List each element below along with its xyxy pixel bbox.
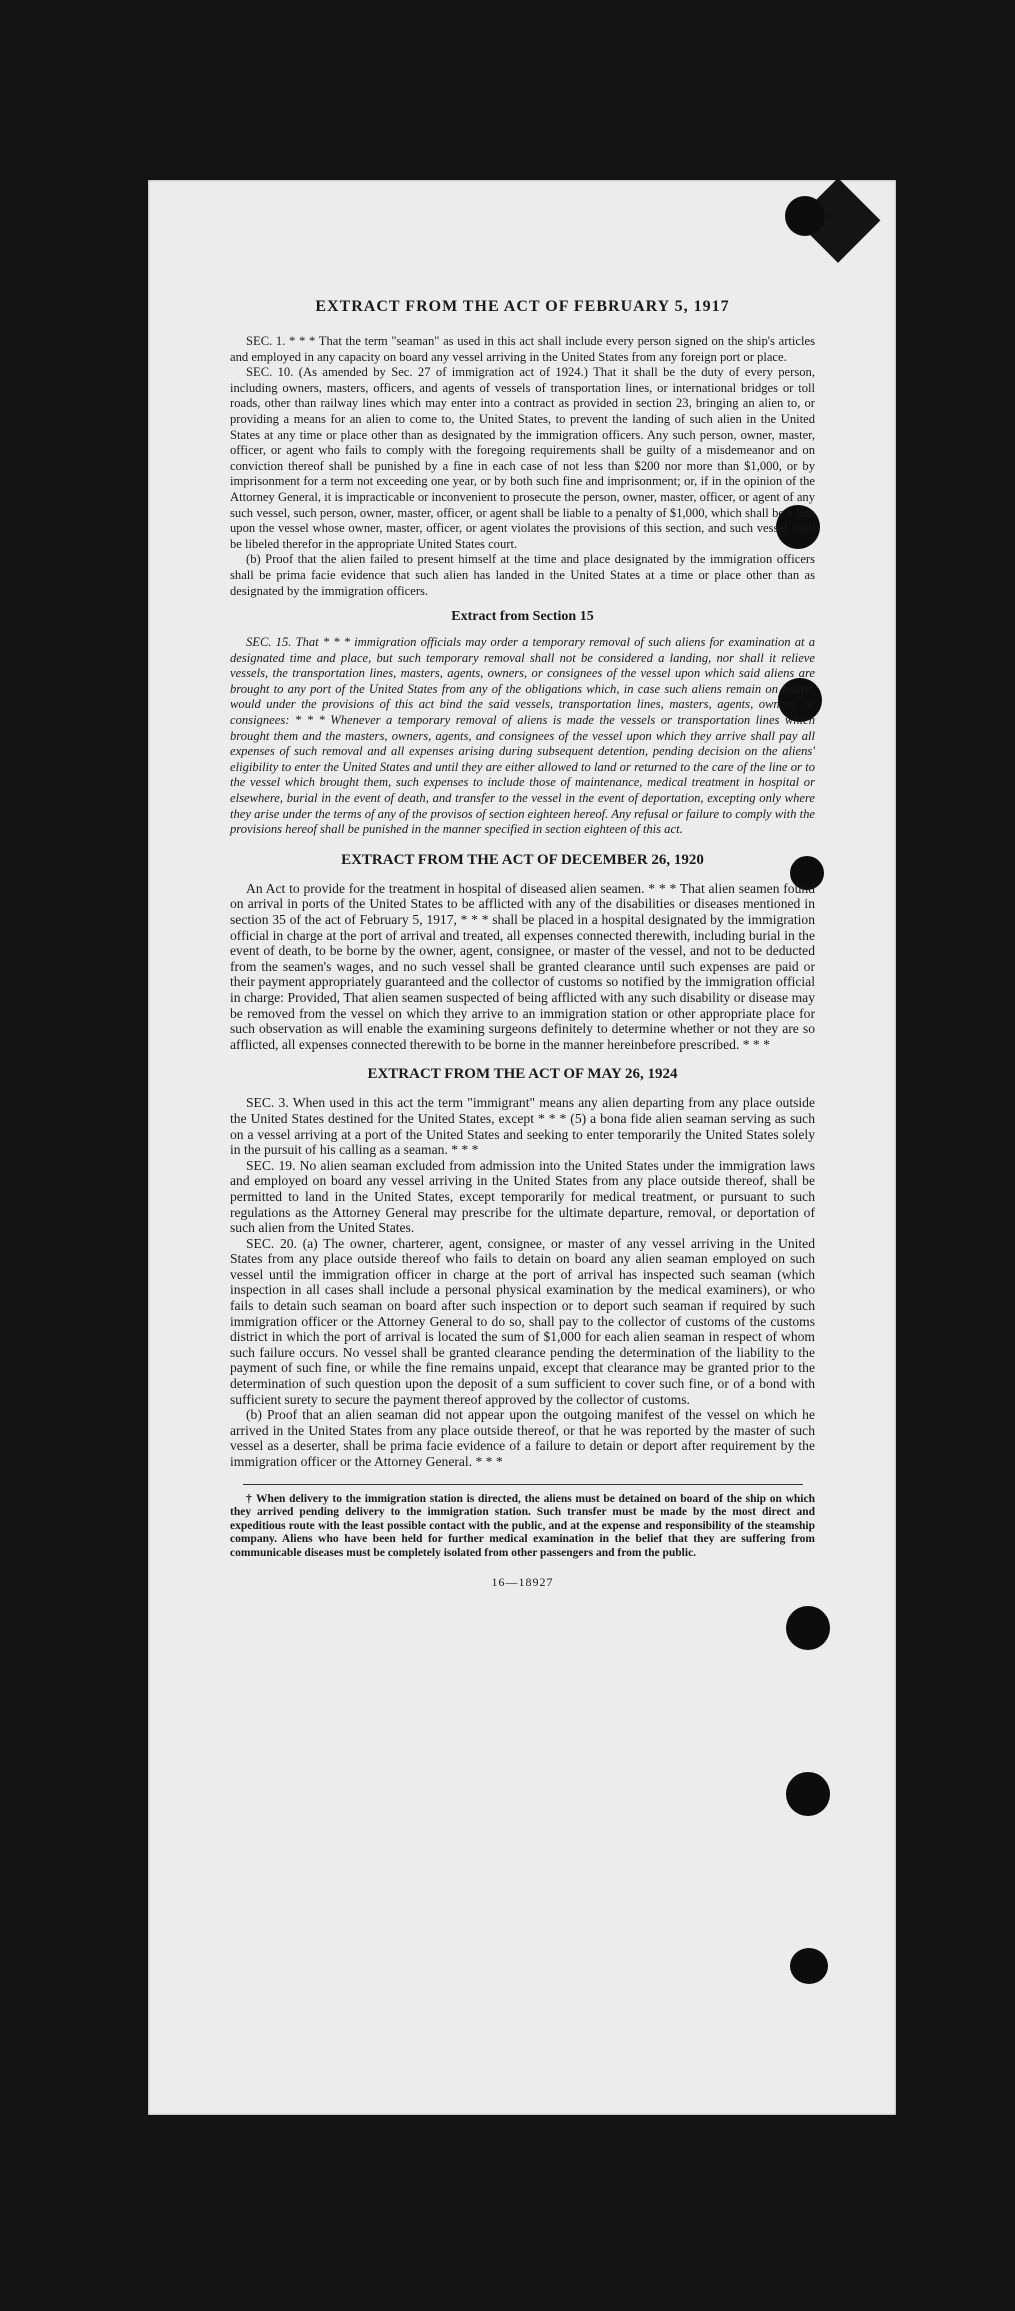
paragraph-sec-1: SEC. 1. * * * That the term "seaman" as used in this act shall include every person signed on the ship's articles and employed in any capacity on board any vessel arriving in the United States from any foreign port or place.: [230, 334, 815, 364]
section-15-heading: Extract from Section 15: [451, 609, 594, 625]
punch-hole: [785, 196, 825, 236]
heading-1920: EXTRACT FROM THE ACT OF DECEMBER 26, 1920: [341, 851, 704, 868]
footnote-divider: [243, 1484, 803, 1485]
punch-hole: [790, 1948, 828, 1984]
paragraph-sec-20b: (b) Proof that an alien seaman did not appear upon the outgoing manifest of the vessel on which he arrived in the United States from any place outside thereof, or that he was reported by the master of such vessel as a deserter, shall be prima facie evidence of a failure to detain or deport after requirement by the immigration officer or the Attorney General. * * *: [230, 1407, 815, 1469]
punch-hole: [786, 1606, 830, 1650]
paragraph-sec-3: SEC. 3. When used in this act the term "immigrant" means any alien departing from any place outside the United States destined for the United States, except * * * (5) a bona fide alien seaman serving as such on a vessel arriving at a port of the United States and seeking to enter temporarily the United States solely in the pursuit of his calling as a seaman. * * *: [230, 1095, 815, 1158]
document-content: [230, 298, 815, 1590]
footnote: † When delivery to the immigration station is directed, the aliens must be detained on board of the ship on which they arrived pending delivery to the immigration station. Such transfer must be made by the most direct and expeditious route with the least possible contact with the public, and at the expense and responsibility of the steamship company. Aliens who have been held for further medical examination in the belief that they are suffering from communicable diseases must be completely isolated from other passengers and from the public.: [230, 1492, 815, 1559]
paragraph-sec-10: SEC. 10. (As amended by Sec. 27 of immigration act of 1924.) That it shall be the duty of every person, including owners, masters, officers, and agents of vessels of transportation lines, or international bridges or toll roads, other than railway lines which may enter into a contract as provided in section 23, bringing an alien to, or providing a means for an alien to come to, the United States, to prevent the landing of such alien in the United States at any time or place other than as designated by the immigration officers. Any such person, owner, master, officer, or agent who fails to comply with the foregoing requirements shall be guilty of a misdemeanor and on conviction thereof shall be punished by a fine in each case of not less than $200 nor more than $1,000, or by imprisonment for a term not exceeding one year, or by both such fine and imprisonment; or, if in the opinion of the Attorney General, it is impracticable or inconvenient to prosecute the person, owner, master, officer, or agent of any such vessel, such person, owner, master, officer, or agent shall be liable to a penalty of $1,000, which shall be a lien upon the vessel whose owner, master, officer, or agent violates the provisions of this section, and such vessel shall be libeled therefor in the appropriate United States court.: [230, 365, 815, 551]
paragraph-sec-15: SEC. 15. That * * * immigration officials may order a temporary removal of such aliens for examination at a designated time and place, but such temporary removal shall not be considered a landing, nor shall it relieve vessels, the transportation lines, masters, agents, owners, or consignees of the vessel upon which said aliens are brought to any port of the United States from any of the obligations which, in case such aliens remain on board, would under the provisions of this act bind the said vessels, transportation lines, masters, agents, owners, or consignees: * * * Whenever a temporary removal of aliens is made the vessels or transportation lines which brought them and the masters, owners, agents, and consignees of the vessel upon which they arrive shall pay all expenses of such removal and all expenses arising during subsequent detention, pending decision on the aliens' eligibility to enter the United States and until they are either allowed to land or returned to the care of the line or to the vessel which brought them, such expenses to include those of maintenance, medical treatment in hospital or elsewhere, burial in the event of death, and transfer to the vessel in the event of deportation, excepting only where they arise under the terms of any of the provisos of section eighteen hereof. Any refusal or failure to comply with the provisions hereof shall be punished in the manner specified in section eighteen of this act.: [230, 635, 815, 837]
paragraph-act-1920: An Act to provide for the treatment in hospital of diseased alien seamen. * * * That alien seamen found on arrival in ports of the United States to be afflicted with any of the disabilities or diseases mentioned in section 35 of the act of February 5, 1917, * * * shall be placed in a hospital designated by the immigration official in charge at the port of arrival and treated, all expenses connected therewith, including burial in the event of death, to be borne by the owner, agent, consignee, or master of the vessel, and not to be deducted from the seamen's wages, and no such vessel shall be granted clearance until such expenses are paid or their payment appropriately guaranteed and the collector of customs so notified by the immigration official in charge: Provided, That alien seamen suspected of being afflicted with any such disability or disease may be removed from the vessel on which they arrive to an immigration station or other appropriate place for such observation as will enable the examining surgeons definitely to determine whether or not they are so afflicted, all expenses connected therewith to be borne in the manner hereinbefore prescribed. * * *: [230, 880, 815, 1052]
paragraph-sec-10b: (b) Proof that the alien failed to present himself at the time and place designated by the immigration officers shall be prima facie evidence that such alien has landed in the United States at a time or place other than as designated by the immigration officers.: [230, 552, 815, 598]
punch-hole: [786, 1772, 830, 1816]
paragraph-sec-19: SEC. 19. No alien seaman excluded from admission into the United States under the immigration laws and employed on board any vessel arriving in the United States from any place outside thereof, shall be permitted to land in the United States, except temporarily for medical treatment, or pursuant to such regulations as the Attorney General may prescribe for the ultimate departure, removal, or deportation of such alien from the United States.: [230, 1157, 815, 1236]
heading-1924: EXTRACT FROM THE ACT OF MAY 26, 1924: [367, 1066, 678, 1083]
page-title: EXTRACT FROM THE ACT OF FEBRUARY 5, 1917: [315, 298, 730, 315]
page-number: 16—18927: [491, 1574, 554, 1589]
paragraph-sec-20a: SEC. 20. (a) The owner, charterer, agent, consignee, or master of any vessel arriving in the United States from any place outside thereof who fails to detain on board any alien seaman employed on such vessel until the immigration officer in charge at the port of arrival has inspected such seaman (which inspection in all cases shall include a personal physical examination by the medical examiners), or who fails to detain such seaman on board after such inspection or to deport such seaman if required by such immigration officer or the Attorney General to do so, shall pay to the collector of customs of the customs district in which the port of arrival is located the sum of $1,000 for each alien seaman in respect of whom such failure occurs. No vessel shall be granted clearance pending the determination of the liability to the payment of such fine, or while the fine remains unpaid, except that clearance may be granted prior to the determination of such question upon the deposit of a sum sufficient to cover such fine, or of a bond with sufficient surety to secure the payment thereof approved by the collector of customs.: [230, 1235, 815, 1407]
